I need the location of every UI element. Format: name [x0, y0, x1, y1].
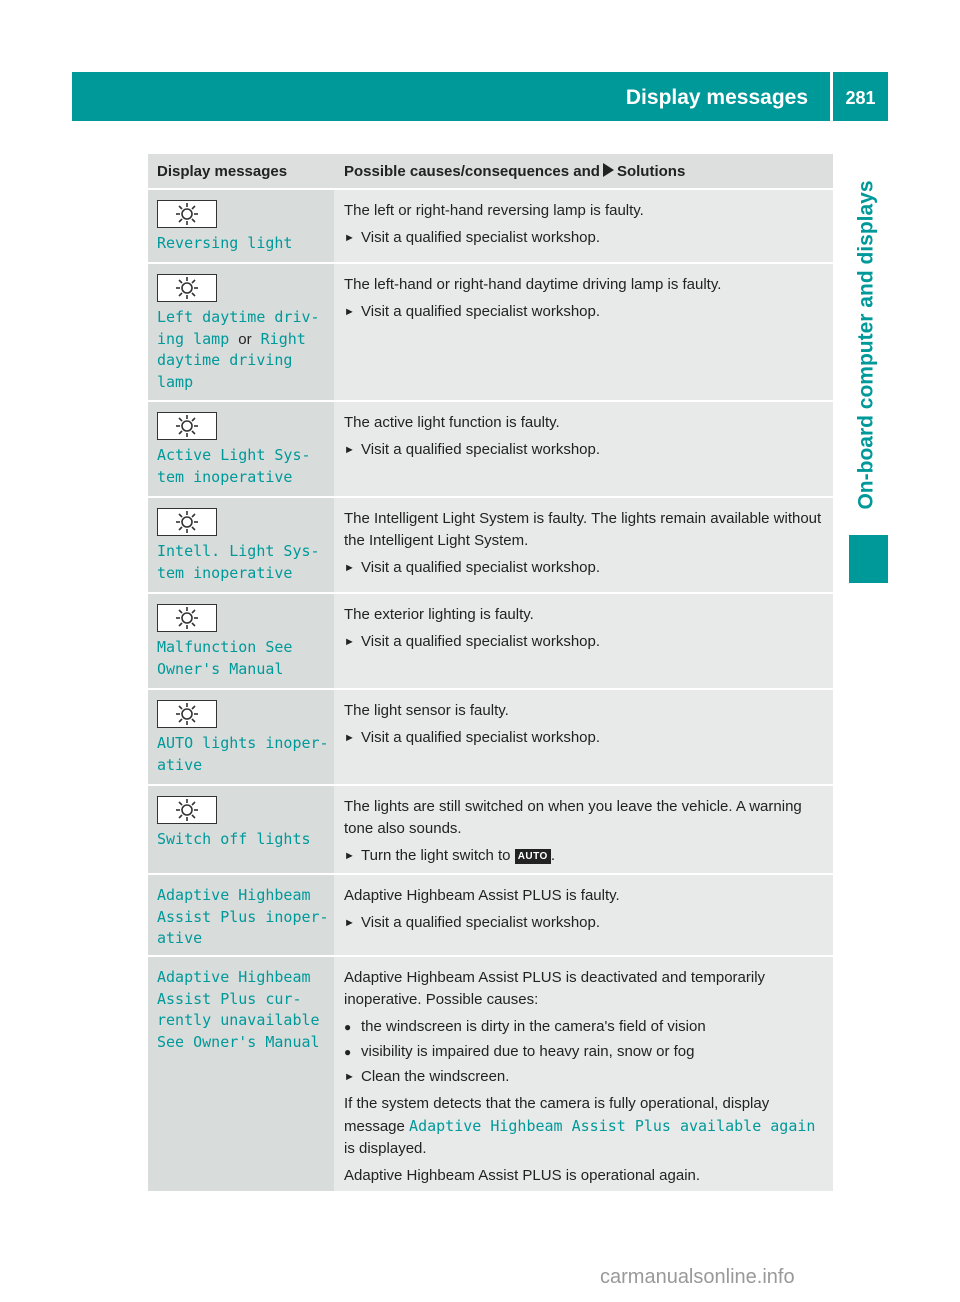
display-message: AUTO lights inoper‐ ative	[157, 734, 329, 774]
messages-table	[148, 154, 833, 1193]
display-message: Intell. Light Sys‐ tem inoperative	[157, 542, 320, 582]
display-message: Reversing light	[157, 234, 293, 252]
side-tab-marker	[849, 535, 888, 583]
watermark: carmanualsonline.info	[600, 1266, 795, 1288]
display-message: Malfunction See Owner's Manual	[157, 638, 293, 678]
display-message: Active Light Sys‐ tem inoperative	[157, 446, 311, 486]
table-row	[148, 594, 833, 690]
side-tab-label: On-board computer and displays	[855, 180, 878, 510]
header-col-messages: Display messages	[148, 154, 334, 188]
solution-cell: The exterior lighting is faulty. ► Visit a qualified specialist workshop.	[334, 594, 833, 688]
table-row	[148, 402, 833, 498]
light-warning-icon	[157, 700, 217, 728]
table-row	[148, 875, 833, 957]
table-row	[148, 957, 833, 1193]
solution-cell: Adaptive Highbeam Assist PLUS is deactivated and temporarily inoperative. Possible causes: ● the windscreen is dirty in the camera's field of vision ● visibility is impaired due to heavy rain, snow or fog ► Clean the windscreen. If the system detects that the camera is fully operational, display message Adaptive Highbeam Assist Plus available again is displayed. Adaptive Highbeam Assist PLUS is operational again.	[334, 957, 833, 1191]
light-warning-icon	[157, 200, 217, 228]
auto-icon: AUTO	[515, 849, 551, 864]
solution-cell: Adaptive Highbeam Assist PLUS is faulty. ► Visit a qualified specialist workshop.	[334, 875, 833, 955]
side-tab	[844, 160, 890, 530]
message-cell	[148, 264, 334, 400]
display-message: Switch off lights	[157, 830, 311, 848]
solution-cell: The left or right-hand reversing lamp is faulty. ► Visit a qualified specialist workshop.	[334, 190, 833, 262]
solution-cell: The light sensor is faulty. ► Visit a qualified specialist workshop.	[334, 690, 833, 784]
solution-cell: The lights are still switched on when you leave the vehicle. A warning tone also sounds. ► Turn the light switch to AUTO .	[334, 786, 833, 873]
light-warning-icon	[157, 796, 217, 824]
message-cell	[148, 875, 334, 955]
display-message: Adaptive Highbeam Assist Plus inoper‐ ative	[157, 886, 329, 947]
solution-cell: The active light function is faulty. ► Visit a qualified specialist workshop.	[334, 402, 833, 496]
message-cell	[148, 957, 334, 1191]
message-cell	[148, 594, 334, 688]
message-cell	[148, 786, 334, 873]
display-message: Left daytime driv‐ ing lamp or Right daytime driving lamp	[157, 308, 320, 391]
table-row	[148, 690, 833, 786]
table-row	[148, 190, 833, 264]
message-cell	[148, 402, 334, 496]
table-row	[148, 498, 833, 594]
header-col-causes: Possible causes/consequences and Solutions	[334, 154, 833, 188]
light-warning-icon	[157, 274, 217, 302]
table-row	[148, 264, 833, 402]
light-warning-icon	[157, 412, 217, 440]
arrow-icon	[603, 163, 614, 177]
page-number: 281	[845, 88, 876, 108]
table-row	[148, 786, 833, 875]
display-message: Adaptive Highbeam Assist Plus cur‐ rently unavailable See Owner's Manual	[157, 968, 320, 1051]
message-cell	[148, 498, 334, 592]
page-title: Display messages	[625, 86, 808, 109]
solution-cell: The Intelligent Light System is faulty. The lights remain available without the Intelligent Light System. ► Visit a qualified specialist workshop.	[334, 498, 833, 592]
solution-cell: The left-hand or right-hand daytime driving lamp is faulty. ► Visit a qualified specialist workshop.	[334, 264, 833, 400]
message-cell	[148, 690, 334, 784]
light-warning-icon	[157, 604, 217, 632]
table-header-row	[148, 154, 833, 190]
light-warning-icon	[157, 508, 217, 536]
message-cell	[148, 190, 334, 262]
